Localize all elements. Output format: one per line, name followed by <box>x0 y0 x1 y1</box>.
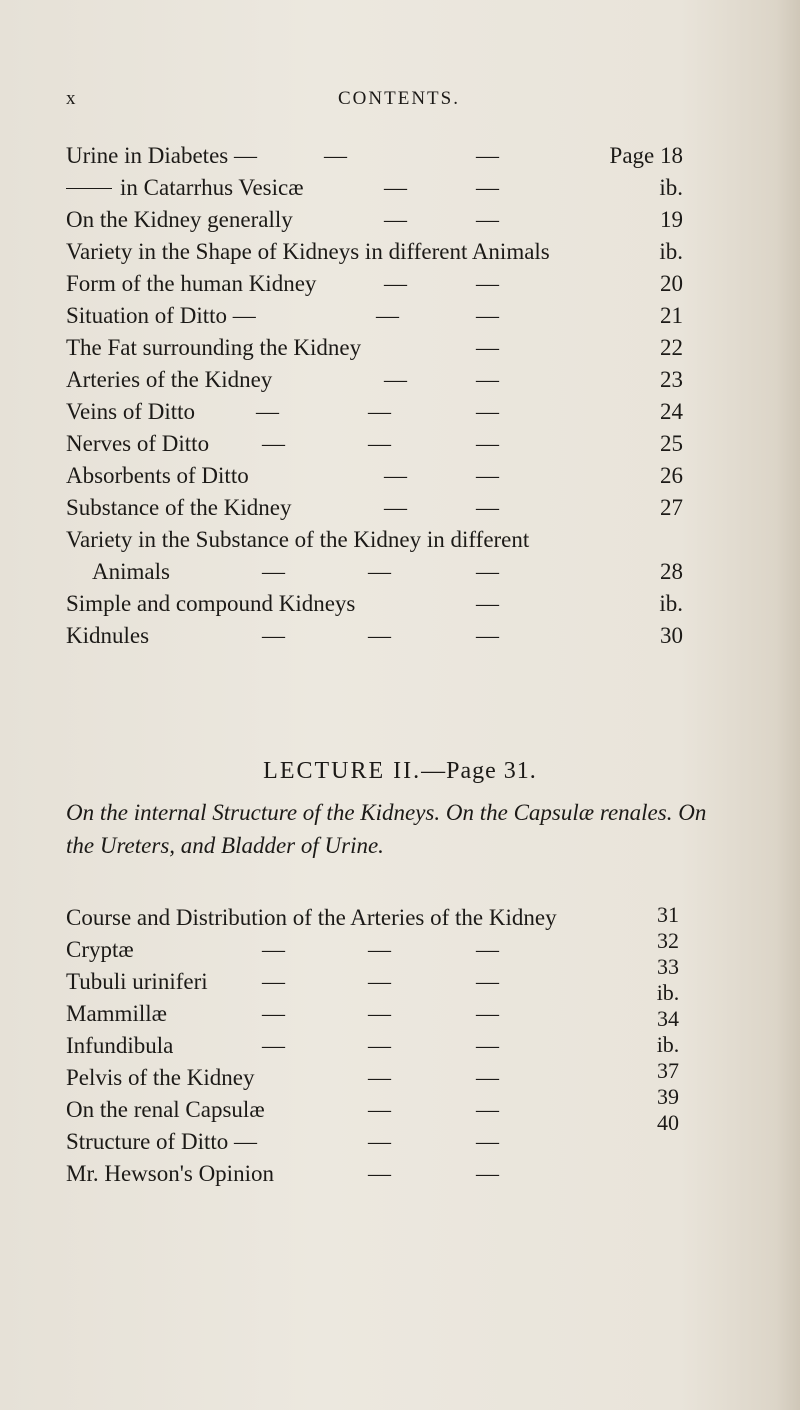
entry-title: Situation of Ditto — <box>66 303 256 328</box>
contents-entry <box>66 428 683 460</box>
lecture-page-number: 32 <box>657 928 679 953</box>
entry-dash: — <box>368 1065 391 1090</box>
contents-entry <box>66 620 683 652</box>
entry-dash: — <box>384 207 407 232</box>
contents-entry <box>66 524 683 556</box>
page-header <box>0 88 800 114</box>
folio-number: x <box>66 88 77 109</box>
entry-dash: — <box>368 1129 391 1154</box>
entry-page: 25 <box>660 431 683 456</box>
entry-title: Cryptæ <box>66 937 134 962</box>
entry-dash: — <box>368 1033 391 1058</box>
lecture-entry <box>66 966 683 998</box>
entry-dash: — <box>476 1033 499 1058</box>
lecture-page-number: 39 <box>657 1084 679 1109</box>
entry-dash: — <box>476 1097 499 1122</box>
entry-page: 28 <box>660 559 683 584</box>
contents-entry <box>66 332 683 364</box>
entry-title: Variety in the Substance of the Kidney in different <box>66 527 530 552</box>
entry-dash: — <box>376 303 399 328</box>
entry-title: Form of the human Kidney <box>66 271 317 296</box>
entry-dash: — <box>476 1129 499 1154</box>
entry-dash: — <box>262 431 285 456</box>
entry-title: Substance of the Kidney <box>66 495 292 520</box>
entry-dash: — <box>476 143 499 168</box>
entry-dash: — <box>476 303 499 328</box>
entry-title: Pelvis of the Kidney <box>66 1065 255 1090</box>
entry-dash: — <box>262 559 285 584</box>
entry-title: Course and Distribution of the Arteries of the Kidney <box>66 905 557 930</box>
entry-title: Mammillæ <box>66 1001 167 1026</box>
lecture-page-number: 34 <box>657 1006 679 1031</box>
entry-page: 27 <box>660 495 683 520</box>
entry-page: 19 <box>660 207 683 232</box>
entry-page: Page 18 <box>609 143 683 168</box>
entry-dash: — <box>368 1161 391 1186</box>
lecture-page-number: 40 <box>657 1110 679 1135</box>
entry-dash: — <box>476 399 499 424</box>
entry-page: 26 <box>660 463 683 488</box>
lecture-title: LECTURE II. <box>263 758 422 784</box>
entry-title: Variety in the Shape of Kidneys in different Animals <box>66 239 550 264</box>
entry-title: Absorbents of Ditto <box>66 463 249 488</box>
entry-title: Tubuli uriniferi <box>66 969 208 994</box>
lecture-page-number: 37 <box>657 1058 679 1083</box>
lecture-entry <box>66 902 683 934</box>
entry-page: 23 <box>660 367 683 392</box>
lecture-page-number: ib. <box>656 1032 680 1057</box>
entry-dash: — <box>368 1097 391 1122</box>
entry-title: The Fat surrounding the Kidney <box>66 335 362 360</box>
entry-page: ib. <box>659 175 683 200</box>
contents-entry <box>66 204 683 236</box>
entry-dash: — <box>262 1033 285 1058</box>
contents-entry <box>66 268 683 300</box>
running-title: CONTENTS. <box>338 88 460 109</box>
entry-title: On the renal Capsulæ <box>66 1097 265 1122</box>
entry-dash: — <box>324 143 347 168</box>
entry-dash: — <box>262 1001 285 1026</box>
entry-page: 22 <box>660 335 683 360</box>
entry-dash: — <box>384 367 407 392</box>
entry-dash: — <box>384 495 407 520</box>
entry-dash: — <box>368 559 391 584</box>
entry-dash: — <box>476 175 499 200</box>
contents-entry <box>66 172 683 204</box>
entry-page: 21 <box>660 303 683 328</box>
lecture-page-number: 33 <box>657 954 679 979</box>
contents-entry <box>66 588 683 620</box>
lecture-entry <box>66 934 683 966</box>
entry-dash: — <box>476 559 499 584</box>
contents-entry <box>66 140 683 172</box>
entry-page: 24 <box>660 399 683 424</box>
entry-dash: — <box>368 937 391 962</box>
entry-dash: — <box>476 367 499 392</box>
lecture-entry <box>66 1030 683 1062</box>
entry-dash: — <box>476 271 499 296</box>
entry-title: Animals <box>92 559 170 584</box>
entry-title: in Catarrhus Vesicæ <box>120 175 304 200</box>
contents-entry <box>66 556 683 588</box>
lecture-heading <box>0 758 800 785</box>
lecture-entry <box>66 1062 683 1094</box>
entry-dash: — <box>384 463 407 488</box>
entry-page: ib. <box>659 239 683 264</box>
contents-entry <box>66 300 683 332</box>
entry-dash: — <box>476 463 499 488</box>
entry-dash: — <box>256 399 279 424</box>
ditto-rule <box>66 188 112 189</box>
entry-dash: — <box>476 937 499 962</box>
lecture-page-number: ib. <box>656 980 680 1005</box>
entry-title: Arteries of the Kidney <box>66 367 273 392</box>
lecture-entry <box>66 1158 683 1190</box>
entry-title: On the Kidney generally <box>66 207 293 232</box>
entry-dash: — <box>384 271 407 296</box>
entry-dash: — <box>476 1001 499 1026</box>
entry-page: 20 <box>660 271 683 296</box>
entry-page: ib. <box>659 591 683 616</box>
contents-entry <box>66 364 683 396</box>
entry-title: Nerves of Ditto <box>66 431 210 456</box>
contents-entry <box>66 396 683 428</box>
lecture-description: On the internal Structure of the Kidneys. On the Capsulæ renales. On the Ureters, and Bladder of Urine. <box>66 800 707 858</box>
entry-title: Infundibula <box>66 1033 174 1058</box>
entry-dash: — <box>368 969 391 994</box>
entry-dash: — <box>368 623 391 648</box>
lecture-entry <box>66 1126 683 1158</box>
contents-entry <box>66 236 683 268</box>
entry-dash: — <box>368 399 391 424</box>
entry-dash: — <box>476 431 499 456</box>
entry-dash: — <box>476 207 499 232</box>
entry-dash: — <box>262 937 285 962</box>
entry-dash: — <box>368 1001 391 1026</box>
entry-dash: — <box>476 495 499 520</box>
entry-dash: — <box>476 969 499 994</box>
contents-entry <box>66 492 683 524</box>
entry-dash: — <box>476 591 499 616</box>
lecture-page-ref: —Page 31. <box>421 758 537 784</box>
entry-dash: — <box>476 623 499 648</box>
entry-title: Structure of Ditto — <box>66 1129 257 1154</box>
lecture-page-number: 31 <box>657 902 679 927</box>
entry-dash: — <box>384 175 407 200</box>
entry-title: Kidnules <box>66 623 150 648</box>
entry-title: Urine in Diabetes — <box>66 143 257 168</box>
entry-title: Simple and compound Kidneys <box>66 591 356 616</box>
entry-page: 30 <box>660 623 683 648</box>
entry-dash: — <box>262 623 285 648</box>
lecture-entry <box>66 1094 683 1126</box>
entry-dash: — <box>368 431 391 456</box>
entry-title: Veins of Ditto <box>66 399 196 424</box>
contents-entry <box>66 460 683 492</box>
lecture-entry <box>66 998 683 1030</box>
entry-title: Mr. Hewson's Opinion <box>66 1161 274 1186</box>
entry-dash: — <box>476 335 499 360</box>
entry-dash: — <box>476 1065 499 1090</box>
entry-dash: — <box>476 1161 499 1186</box>
entry-dash: — <box>262 969 285 994</box>
